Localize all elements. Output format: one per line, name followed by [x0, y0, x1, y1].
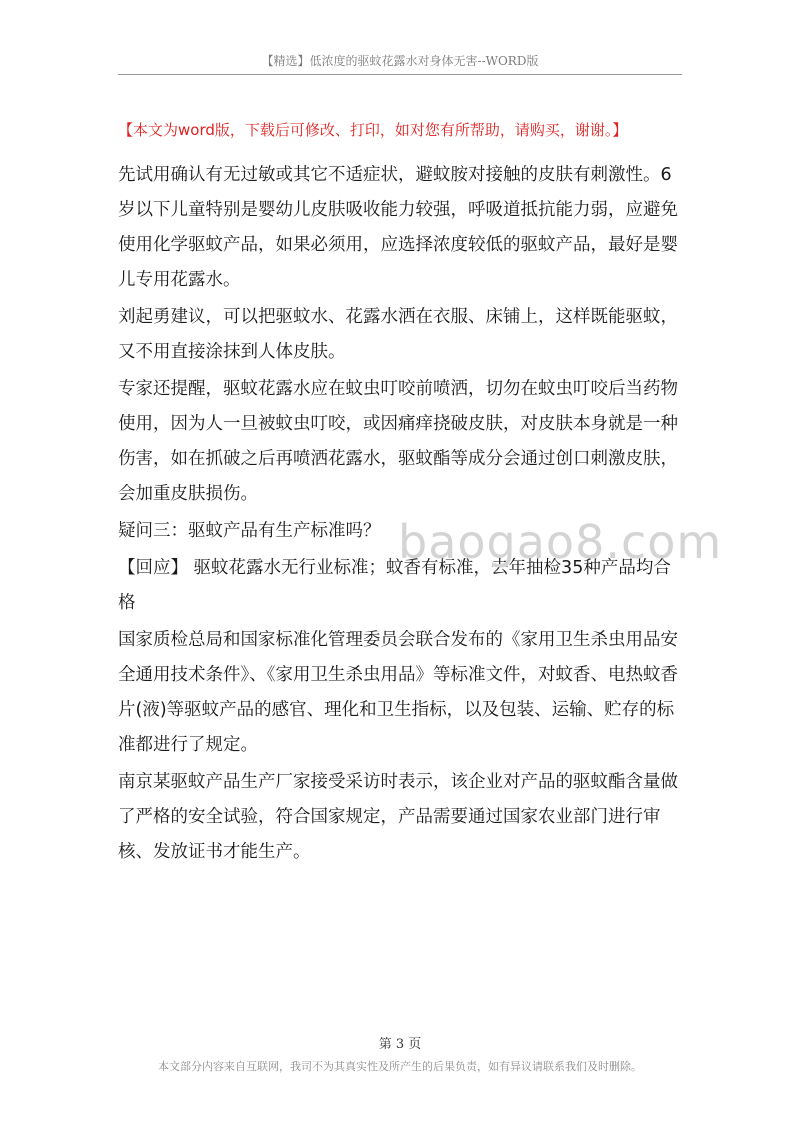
- page-number: 第 3 页: [378, 1037, 422, 1052]
- body-paragraph: 国家质检总局和国家标准化管理委员会联合发布的《家用卫生杀虫用品安全通用技术条件》、《家用卫生杀虫用品》等标准文件，对蚊香、电热蚊香片(液)等驱蚊产品的感官、理化和卫生指标，以及包装、运输、贮存的标准都进行了规定。: [118, 630, 678, 755]
- header-divider: [118, 74, 682, 75]
- body-paragraph: 先试用确认有无过敏或其它不适症状，避蚊胺对接触的皮肤有刺激性。6岁以下儿童特别是婴幼儿皮肤吸收能力较强，呼吸道抵抗能力弱，应避免使用化学驱蚊产品，如果必须用，应选择浓度较低的驱蚊产品，最好是婴儿专用花露水。: [118, 165, 678, 290]
- body-paragraph: 南京某驱蚊产品生产厂家接受采访时表示，该企业对产品的驱蚊酯含量做了严格的安全试验，符合国家规定，产品需要通过国家农业部门进行审核、发放证书才能生产。: [118, 772, 678, 862]
- body-paragraph: 刘起勇建议，可以把驱蚊水、花露水洒在衣服、床铺上，这样既能驱蚊，又不用直接涂抹到人体皮肤。: [118, 307, 678, 362]
- section-response: 【回应】 驱蚊花露水无行业标准；蚊香有标准，去年抽检35种产品均合格: [118, 558, 671, 613]
- body-paragraph: 专家还提醒，驱蚊花露水应在蚊虫叮咬前喷洒，切勿在蚊虫叮咬后当药物使用，因为人一旦被蚊虫叮咬，或因痛痒挠破皮肤，对皮肤本身就是一种伤害，如在抓破之后再喷洒花露水，驱蚊酯等成分会通过创口刺激皮肤，会加重皮肤损伤。: [118, 379, 678, 504]
- purchase-notice: 【本文为word版，下载后可修改、打印，如对您有所帮助，请购买，谢谢。】: [118, 121, 628, 139]
- section-question: 疑问三：驱蚊产品有生产标准吗？: [118, 521, 381, 541]
- footer-disclaimer: 本文部分内容来自互联网，我司不为其真实性及所产生的后果负责，如有异议请联系我们及时删除。: [158, 1060, 642, 1073]
- page-header: 【精选】低浓度的驱蚊花露水对身体无害--WORD版: [261, 54, 539, 68]
- watermark: baogao8.com: [398, 515, 723, 569]
